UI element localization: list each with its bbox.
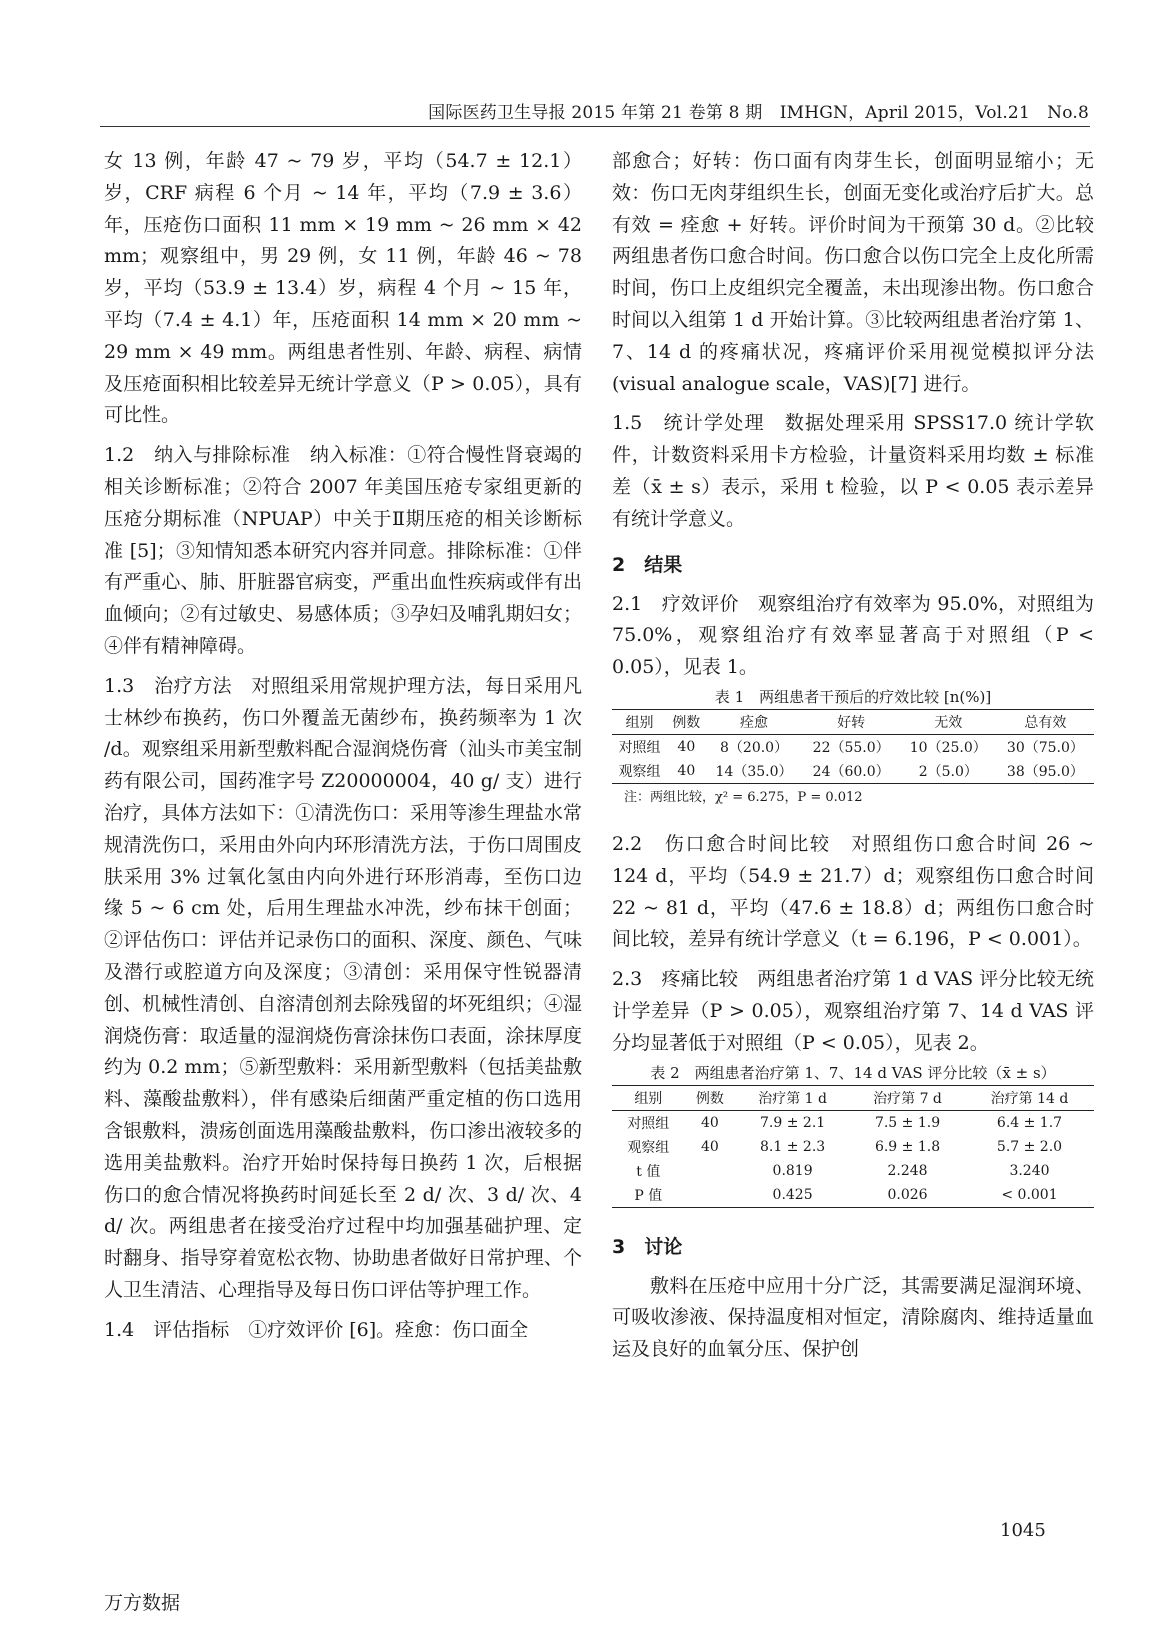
table-header: 治疗第 1 d — [735, 1085, 850, 1110]
table-cell: 40 — [677, 738, 696, 755]
running-header: 国际医药卫生导报 2015 年第 21 卷第 8 期 IMHGN，April 2015，Vol.21 No.8 — [428, 103, 1089, 123]
table-header: 治疗第 14 d — [965, 1085, 1094, 1110]
table-header: 例数 — [685, 1085, 736, 1110]
paragraph: 2.1 疗效评价 观察组治疗有效率为 95.0%，对照组为 75.0%，观察组治疗有效率显著高于对照组（P < 0.05），见表 1。 — [612, 592, 1094, 679]
table-row — [612, 734, 1094, 759]
table-cell: < 0.001 — [965, 1183, 1094, 1208]
table-cell: 14（35.0） — [706, 759, 803, 784]
table-cell: 5.7 ± 2.0 — [996, 1138, 1063, 1155]
left-column — [104, 146, 582, 1346]
table-header: 无效 — [900, 709, 997, 734]
paragraph: 部愈合；好转：伤口面有肉芽生长，创面明显缩小；无效：伤口无肉芽组织生长，创面无变化或治疗后扩大。总有效 = 痊愈 + 好转。评价时间为干预第 30 d。②比较两组患者伤口愈合时间。伤口愈合以伤口完全上皮化所需时间，伤口上皮组织完全覆盖，未出现渗出物。伤口愈合时间以入组第 1 d 开始计算。③比较两组患者治疗第 1、7、14 d 的疼痛状况，疼痛评价采用视觉模拟评分法 (visual analogue scale，VAS)[7] 进行。 — [612, 150, 1094, 395]
table-cell: 0.819 — [772, 1162, 813, 1179]
table-cell: 0.026 — [850, 1183, 965, 1208]
table-cell: 24（60.0） — [803, 759, 900, 784]
section-title: 3 讨论 — [612, 1235, 683, 1258]
table-row — [612, 1110, 1094, 1135]
table-header: 组别 — [612, 709, 667, 734]
table-cell: 8.1 ± 2.3 — [760, 1138, 826, 1155]
table-cell: 6.9 ± 1.8 — [874, 1138, 941, 1155]
table-header: 总有效 — [997, 709, 1094, 734]
table-cell: t 值 — [636, 1163, 661, 1180]
table-cell: 7.9 ± 2.1 — [760, 1114, 826, 1131]
table-header: 例数 — [667, 709, 705, 734]
paragraph: 2.3 疼痛比较 两组患者治疗第 1 d VAS 评分比较无统计学差异（P > 0.05），观察组治疗第 7、14 d VAS 评分均显著低于对照组（P < 0.05），见表 2。 — [612, 968, 1094, 1054]
table-cell: 2.248 — [887, 1162, 928, 1179]
table-cell: 8（20.0） — [720, 739, 789, 756]
table-cell: 40 — [700, 1138, 719, 1155]
footer-watermark: 万方数据 — [104, 1592, 181, 1614]
table-cell: 10（25.0） — [909, 739, 987, 756]
table-cell: 40 — [700, 1114, 719, 1131]
table-cell: P 值 — [612, 1183, 685, 1208]
table-cell: 22（55.0） — [812, 739, 890, 756]
paragraph: 敷料在压疮中应用十分广泛，其需要满足湿润环境、可吸收渗液、保持温度相对恒定，清除腐肉、维持适量血运及良好的血氧分压、保护创 — [612, 1274, 1094, 1361]
table-cell: 对照组 — [618, 739, 661, 756]
table-cell: 40 — [667, 759, 705, 784]
table-header: 好转 — [803, 709, 900, 734]
table-row — [612, 1135, 1094, 1159]
right-column — [612, 146, 1094, 1366]
table-2-caption: 表 2 两组患者治疗第 1、7、14 d VAS 评分比较（x̄ ± s） — [650, 1063, 1056, 1082]
table-cell: 6.4 ± 1.7 — [996, 1114, 1063, 1131]
paragraph: 1.4 评估指标 ①疗效评价 [6]。痊愈：伤口面全 — [104, 1318, 529, 1341]
table-header: 痊愈 — [706, 709, 803, 734]
table-1 — [612, 709, 1094, 784]
section-title: 2 结果 — [612, 553, 683, 576]
table-cell: 观察组 — [627, 1139, 670, 1156]
table-cell: 38（95.0） — [997, 759, 1094, 784]
table-cell: 3.240 — [1009, 1162, 1050, 1179]
paragraph: 1.5 统计学处理 数据处理采用 SPSS17.0 统计学软件，计数资料采用卡方检验，计量资料采用均数 ± 标准差（x̄ ± s）表示，采用 t 检验，以 P < 0.05 表示差异有统计学意义。 — [612, 412, 1094, 530]
table-row — [612, 1159, 1094, 1183]
table-cell: 对照组 — [627, 1115, 670, 1132]
table-1-note: 注：两组比较，χ² = 6.275，P = 0.012 — [624, 789, 863, 805]
table-cell — [685, 1183, 736, 1208]
paragraph: 女 13 例，年龄 47 ~ 79 岁，平均（54.7 ± 12.1）岁，CRF 病程 6 个月 ~ 14 年，平均（7.9 ± 3.6）年，压疮伤口面积 11 mm × 19 mm ~ 26 mm × 42 mm；观察组中，男 29 例，女 11 例，年龄 46 ~ 78 岁，平均（53.9 ± 13.4）岁，病程 4 个月 ~ 15 年，平均（7.4 ± 4.1）年，压疮面积 14 mm × 20 mm ~ 29 mm × 49 mm。两组患者性别、年龄、病程、病情及压疮面积相比较差异无统计学意义（P > 0.05），具有可比性。 — [104, 150, 582, 427]
table-2 — [612, 1085, 1094, 1208]
paragraph: 1.3 治疗方法 对照组采用常规护理方法，每日采用凡士林纱布换药，伤口外覆盖无菌纱布，换药频率为 1 次 /d。观察组采用新型敷料配合湿润烧伤膏（汕头市美宝制药有限公司，国药准字号 Z20000004，40 g/ 支）进行治疗，具体方法如下：①清洗伤口：采用等渗生理盐水常规清洗伤口，采用由外向内环形清洗方法，于伤口周围皮肤采用 3% 过氧化氢由内向外进行环形消毒，至伤口边缘 5 ~ 6 cm 处，后用生理盐水冲洗，纱布抹干创面；②评估伤口：评估并记录伤口的面积、深度、颜色、气味及潜行或腔道方向及深度；③清创：采用保守性锐器清创、机械性清创、自溶清创剂去除残留的坏死组织；④湿润烧伤膏：取适量的湿润烧伤膏涂抹伤口表面，涂抹厚度约为 0.2 mm；⑤新型敷料：采用新型敷料（包括美盐敷料、藻酸盐敷料），伴有感染后细菌严重定植的伤口选用含银敷料，溃疡创面选用藻酸盐敷料，伤口渗出液较多的选用美盐敷料。治疗开始时保持每日换药 1 次，后根据伤口的愈合情况将换药时间延长至 2 d/ 次、3 d/ 次、4 d/ 次。两组患者在接受治疗过程中均加强基础护理、定时翻身、指导穿着宽松衣物、协助患者做好日常护理、个人卫生清洁、心理指导及每日伤口评估等护理工作。 — [104, 674, 582, 1301]
table-cell: 30（75.0） — [1006, 739, 1084, 756]
table-header: 组别 — [612, 1085, 685, 1110]
paragraph: 1.2 纳入与排除标准 纳入标准：①符合慢性肾衰竭的相关诊断标准；②符合 2007 年美国压疮专家组更新的压疮分期标准（NPUAP）中关于Ⅱ期压疮的相关诊断标准 [5]；③知情知悉本研究内容并同意。排除标准：①伴有严重心、肺、肝脏器官病变，严重出血性疾病或伴有出血倾向；②有过敏史、易感体质；③孕妇及哺乳期妇女；④伴有精神障碍。 — [104, 444, 582, 657]
header-rule — [100, 126, 1090, 127]
table-cell: 0.425 — [735, 1183, 850, 1208]
page-number: 1045 — [1000, 1520, 1046, 1541]
table-cell — [685, 1159, 736, 1183]
table-row — [612, 759, 1094, 784]
table-cell: 观察组 — [612, 759, 667, 784]
table-cell: 7.5 ± 1.9 — [874, 1114, 941, 1131]
table-cell: 2（5.0） — [900, 759, 997, 784]
paragraph: 2.2 伤口愈合时间比较 对照组伤口愈合时间 26 ~ 124 d，平均（54.9 ± 21.7）d；观察组伤口愈合时间 22 ~ 81 d，平均（47.6 ± 18.8）d；两组伤口愈合时间比较，差异有统计学意义（t = 6.196，P < 0.001）。 — [612, 832, 1094, 951]
table-header: 治疗第 7 d — [850, 1085, 965, 1110]
table-1-caption: 表 1 两组患者干预后的疗效比较 [n(%)] — [714, 687, 992, 706]
table-row — [612, 1183, 1094, 1208]
